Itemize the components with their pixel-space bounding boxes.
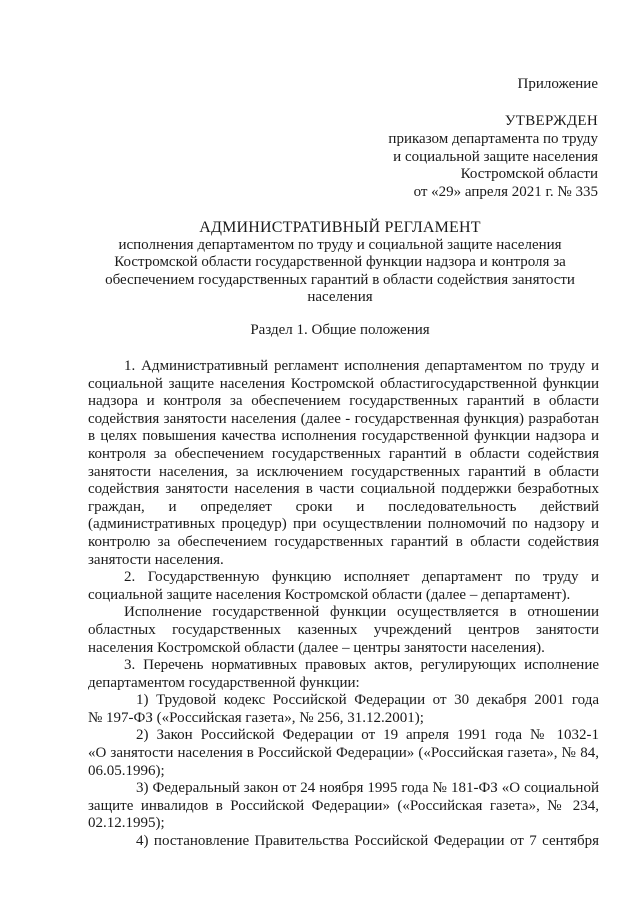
paragraph-line: Исполнение государственной функции осуществляется в отношении (124, 604, 599, 621)
subtitle-line: Костромской области государственной функции надзора и контроля за (114, 254, 566, 271)
paragraph-line: в целях повышения качества исполнения государственной функции надзора и (88, 428, 599, 445)
paragraph-line: надзора и контроля за обеспечением государственных гарантий в области (88, 393, 599, 410)
paragraph-line: 2) Закон Российской Федерации от 19 апреля 1991 года № 1032-1 (136, 727, 599, 744)
paragraph-line: № 197-ФЗ («Российская газета», № 256, 31.12.2001); (88, 709, 424, 726)
subtitle-line: исполнения департаментом по труду и социальной защите населения (118, 236, 562, 253)
body-text (88, 358, 599, 851)
paragraph-line: 06.05.1996); (88, 762, 165, 779)
paragraph-line: 4) постановление Правительства Российской Федерации от 7 сентября (136, 833, 599, 850)
approval-line: от «29» апреля 2021 г. № 335 (413, 183, 598, 200)
paragraph-line: населения Костромской области (далее – центры занятости населения). (88, 639, 545, 656)
paragraph-line: департаментом государственной функции: (88, 674, 360, 691)
approval-block (388, 131, 598, 201)
appendix-label: Приложение (517, 76, 598, 92)
title-block (90, 219, 590, 307)
paragraph-line: контролю за обеспечением государственных гарантий в области содействия (88, 533, 599, 550)
paragraph-line: 1) Трудовой кодекс Российской Федерации от 30 декабря 2001 года (136, 692, 599, 709)
paragraph-line: 02.12.1995); (88, 815, 165, 832)
approval-line: приказом департамента по труду (388, 131, 598, 147)
paragraph-line: социальной защите населения Костромской области (далее – департамент). (88, 586, 571, 603)
paragraph-line: контроля за обеспечением государственных гарантий в области содействия (88, 445, 599, 462)
paragraph-line: социальной защите населения Костромской областигосударственной функции (88, 375, 599, 392)
paragraph-line: граждан, и определяет сроки и последовательность действий (88, 498, 599, 515)
paragraph-line: «О занятости населения в Российской Федерации» («Российская газета», № 84, (88, 745, 599, 762)
paragraph-line: занятости населения, за исключением государственных гарантий в области (88, 463, 599, 480)
paragraph-line: 1. Административный регламент исполнения департаментом по труду и (124, 358, 599, 374)
paragraph-line: содействия занятости населения в части социальной поддержки безработных (88, 481, 599, 498)
subtitle-line: населения (307, 289, 373, 306)
paragraph-line: защите инвалидов в Российской Федерации» («Российская газета», № 234, (88, 797, 599, 814)
document-title: АДМИНИСТРАТИВНЫЙ РЕГЛАМЕНТ (199, 219, 481, 236)
approval-line: Костромской области (460, 166, 598, 183)
paragraph-line: областных государственных казенных учреждений центров занятости (88, 621, 599, 638)
paragraph-line: (административных процедур) при осуществлении полномочий по надзору и (88, 516, 599, 533)
paragraph-line: 2. Государственную функцию исполняет департамент по труду и (124, 569, 599, 586)
section-heading: Раздел 1. Общие положения (250, 322, 430, 338)
document-subtitle (90, 237, 590, 307)
approved-label: УТВЕРЖДЕН (504, 113, 598, 129)
paragraph-line: содействия занятости населения (далее - государственная функция) разработан (88, 410, 599, 427)
approval-line: и социальной защите населения (393, 148, 598, 165)
paragraph-line: 3) Федеральный закон от 24 ноября 1995 года № 181-ФЗ «О социальной (136, 780, 599, 797)
paragraph-line: занятости населения. (88, 551, 224, 568)
paragraph-line: 3. Перечень нормативных правовых актов, регулирующих исполнение (124, 657, 599, 674)
subtitle-line: обеспечением государственных гарантий в области содействия занятости (105, 271, 575, 288)
